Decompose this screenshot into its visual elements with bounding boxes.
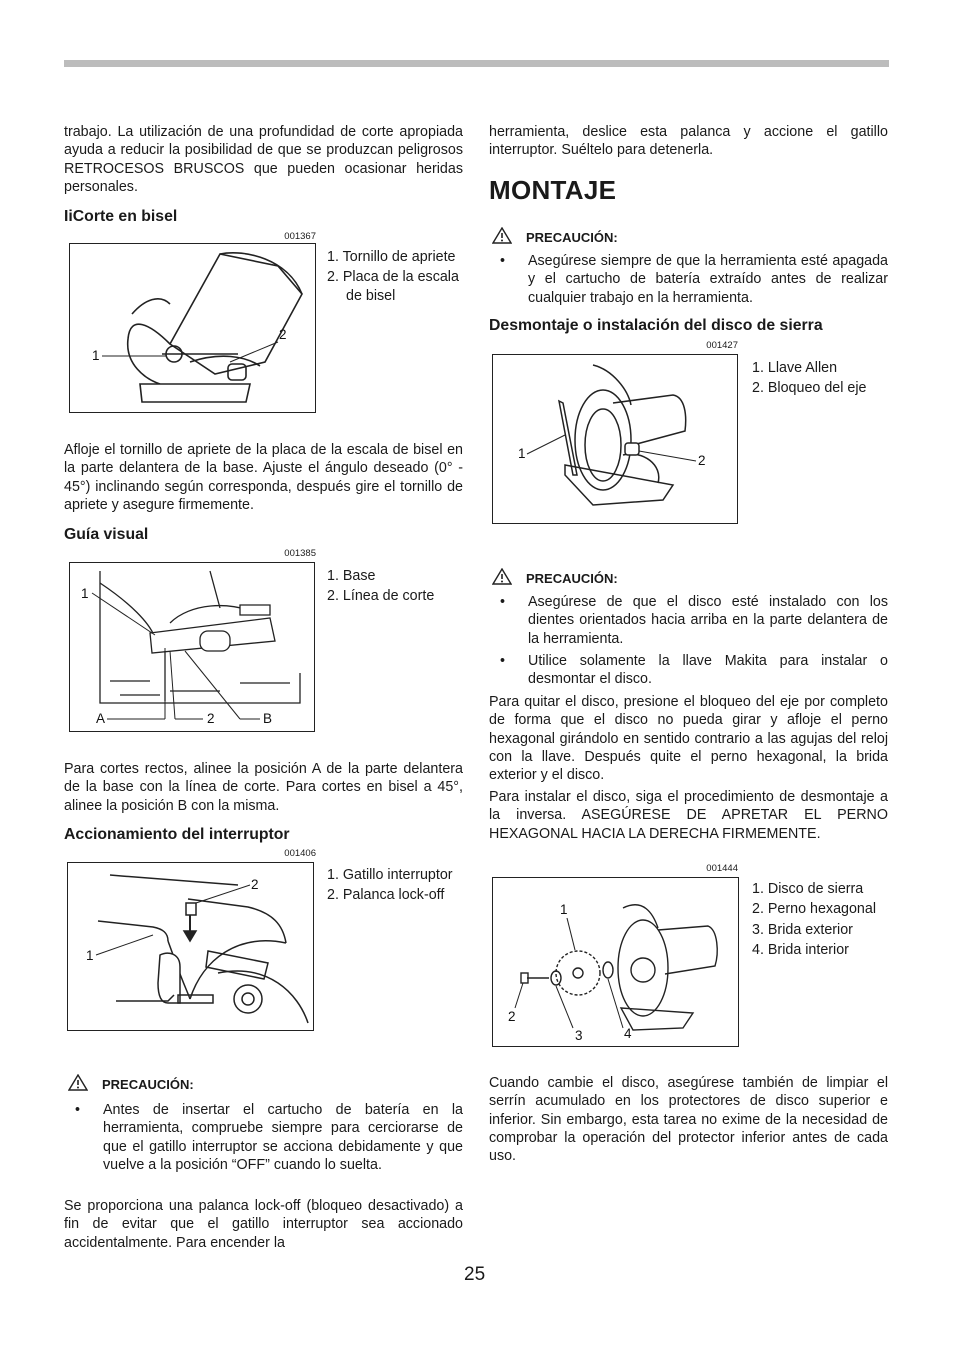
blade-figure (492, 354, 738, 524)
switch-fig-code: 001406 (284, 848, 316, 859)
switch-heading: Accionamiento del interruptor (64, 826, 290, 843)
bevel-callout-2: 2 (279, 327, 287, 342)
caution-title: PRECAUCIÓN: (526, 571, 618, 586)
parts-callout-2: 2 (508, 1009, 516, 1024)
bevel-heading: IiCorte en bisel (64, 208, 178, 225)
install-paragraph: Para instalar el disco, siga el procedimiento de desmontaje a la inversa. ASEGÚRESE DE APRETAR EL PERNO HEXAGONAL HACIA LA DERECHA FIRMEMENTE. (489, 789, 888, 842)
bevel-legend (327, 248, 463, 305)
intro-paragraph: trabajo. La utilización de una profundidad de corte apropiada ayuda a reducir la posibilidad de que se produzcan peligrosos RETROCESOS BRUSCOS que pueden ocasionar heridas personales. (64, 124, 463, 195)
switch-callout-2: 2 (251, 877, 259, 892)
sight-figure (69, 562, 315, 732)
bevel-legend-item: 2. Placa de la escala de bisel (327, 269, 459, 304)
caution-bullet-text: Antes de insertar el cartucho de batería en la herramienta, compruebe siempre para cerciorarse de que el gatillo interruptor se acciona debidamente y que vuelve a la posición “OFF” cuando lo suelta. (103, 1102, 463, 1173)
parts-fig-code: 001444 (706, 863, 738, 874)
switch-figure (67, 862, 314, 1031)
bevel-callout-1: 1 (92, 348, 100, 363)
warning-icon (492, 227, 512, 244)
continued-paragraph: herramienta, deslice esta palanca y accione el gatillo interruptor. Suéltelo para detenerla. (489, 124, 888, 159)
switch-illustration (68, 863, 315, 1032)
blade-illustration (493, 355, 739, 525)
sight-heading: Guía visual (64, 526, 149, 543)
switch-callout-1: 1 (86, 948, 94, 963)
remove-paragraph: Para quitar el disco, presione el bloqueo del eje por completo de forma que el disco no pueda girar y afloje el perno hexagonal girándolo en sentido contrario a las agujas del reloj con la llave. Después quite el perno hexagonal, la brida exterior y el disco. (489, 694, 888, 784)
warning-icon (68, 1074, 88, 1091)
bevel-fig-code: 001367 (284, 231, 316, 242)
parts-legend (752, 880, 888, 959)
sight-illustration (70, 563, 316, 733)
lockoff-paragraph: Se proporciona una palanca lock-off (bloqueo desactivado) a fin de evitar que el gatillo interruptor sea accionado accidentalmente. Para encender la (64, 1198, 463, 1251)
bevel-figure (69, 243, 316, 413)
caution-bullet-text: Asegúrese de que el disco esté instalado con los dientes orientados hacia arriba en la parte delantera de la herramienta. (528, 594, 888, 647)
bevel-illustration (70, 244, 317, 414)
caution-bullet: • Asegúrese siempre de que la herramienta esté apagada y el cartucho de batería extraído antes de realizar cualquier trabajo en la herramienta. (500, 253, 888, 306)
caution-title: PRECAUCIÓN: (102, 1077, 194, 1092)
bevel-paragraph: Afloje el tornillo de apriete de la placa de la escala de bisel en la parte delantera de la base. Ajuste el ángulo deseado (0° - 45°) inclinando según corresponda, después gire el tornillo de apriete y asegure firmemente. (64, 442, 463, 513)
section-title: MONTAJE (489, 175, 617, 205)
blade-callout-2: 2 (698, 453, 706, 468)
sight-fig-code: 001385 (284, 548, 316, 559)
parts-callout-1: 1 (560, 902, 568, 917)
clean-paragraph: Cuando cambie el disco, asegúrese también de limpiar el serrín acumulado en los protectores de disco superior e inferior. Sin embargo, esta tarea no exime de la necesidad de comprobar la operación del protector inferior antes de cada uso. (489, 1075, 888, 1165)
bevel-legend-item: 1. Tornillo de apriete (327, 249, 456, 265)
warning-icon (492, 568, 512, 585)
caution-title: PRECAUCIÓN: (526, 230, 618, 245)
switch-legend-item: 2. Palanca lock-off (327, 887, 445, 904)
switch-legend-item: 1. Gatillo interruptor (327, 867, 453, 883)
parts-callout-3: 3 (575, 1028, 583, 1043)
sight-legend (327, 567, 463, 606)
sight-callout-1: 1 (81, 586, 89, 601)
parts-figure (492, 877, 739, 1047)
caution-bullet: • Utilice solamente la llave Makita para instalar o desmontar el disco. (500, 653, 888, 688)
blade-callout-1: 1 (518, 446, 526, 461)
caution-bullet-text: Asegúrese siempre de que la herramienta esté apagada y el cartucho de batería extraído antes de realizar cualquier trabajo en la herramienta. (528, 253, 888, 306)
parts-legend-item: 3. Brida exterior (752, 921, 853, 938)
blade-legend-item: 2. Bloqueo del eje (752, 380, 867, 397)
caution-bullet: • Asegúrese de que el disco esté instalado con los dientes orientados hacia arriba en la parte delantera de la herramienta. (500, 594, 888, 647)
parts-callout-4: 4 (624, 1026, 632, 1041)
sight-paragraph: Para cortes rectos, alinee la posición A de la parte delantera de la base con la línea de corte. Para cortes en bisel a 45°, alinee la posición B con la misma. (64, 761, 463, 814)
sight-callout-2: 2 (207, 711, 215, 726)
parts-legend-item: 1. Disco de sierra (752, 881, 864, 897)
blade-fig-code: 001427 (706, 340, 738, 351)
switch-legend (327, 866, 463, 905)
caution-bullet: • Antes de insertar el cartucho de batería en la herramienta, compruebe siempre para cerciorarse de que el gatillo interruptor se acciona debidamente y que vuelve a la posición “OFF” cuando lo suelta. (75, 1102, 463, 1173)
blade-heading: Desmontaje o instalación del disco de sierra (489, 317, 823, 334)
page-number: 25 (464, 1264, 486, 1285)
sight-callout-b: B (263, 711, 273, 726)
parts-legend-item: 4. Brida interior (752, 941, 849, 958)
sight-legend-item: 1. Base (327, 568, 376, 584)
blade-legend (752, 359, 888, 398)
sight-callout-a: A (96, 711, 106, 726)
blade-legend-item: 1. Llave Allen (752, 360, 838, 376)
caution-bullet-text: Utilice solamente la llave Makita para instalar o desmontar el disco. (528, 653, 888, 688)
parts-legend-item: 2. Perno hexagonal (752, 901, 877, 918)
header-rule (64, 60, 889, 67)
parts-illustration (493, 878, 740, 1048)
sight-legend-item: 2. Línea de corte (327, 588, 435, 605)
